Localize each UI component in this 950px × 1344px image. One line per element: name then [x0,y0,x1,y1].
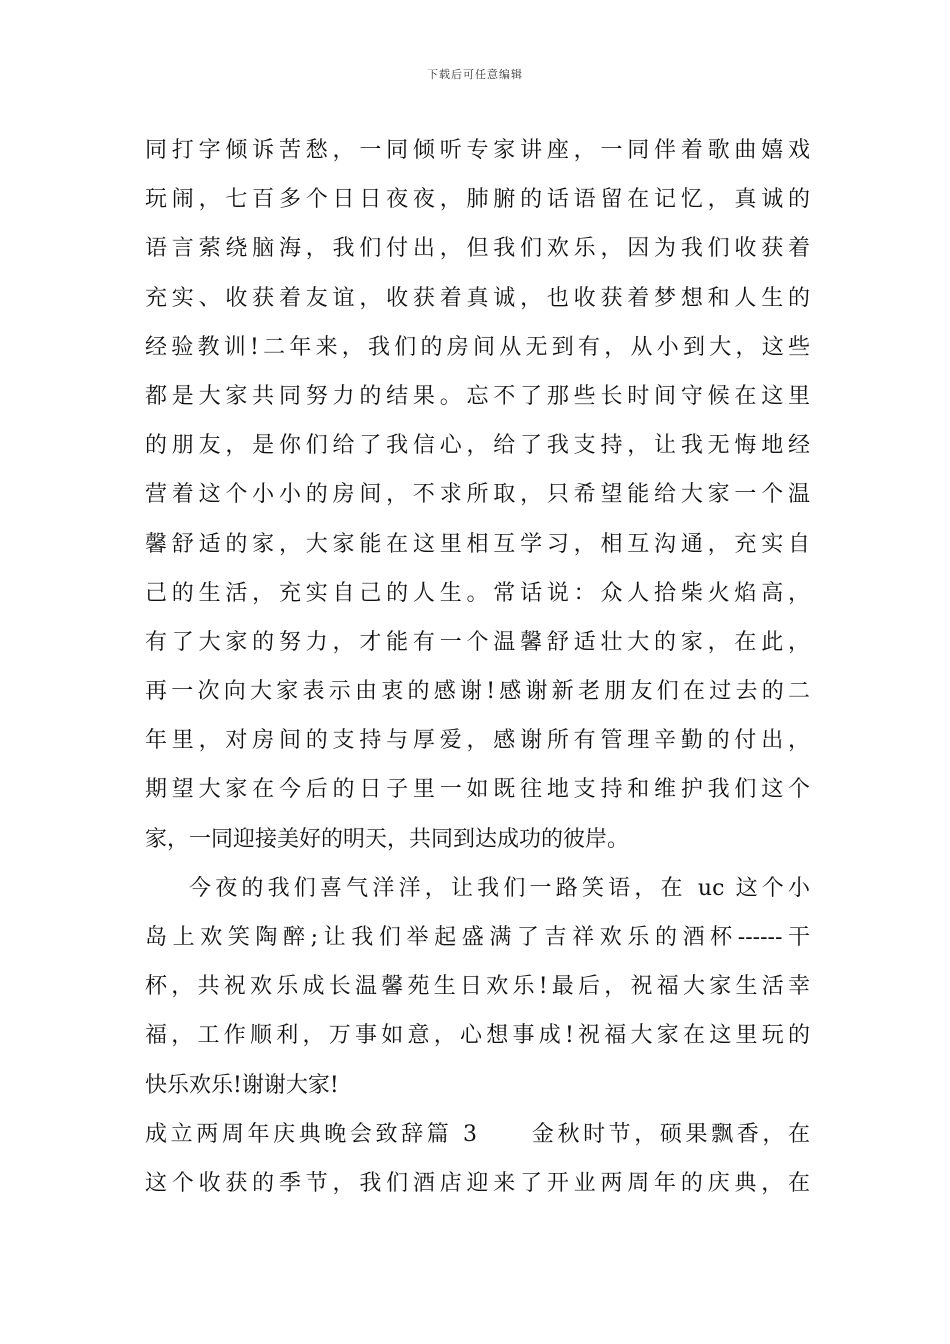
paragraph-line: 有了大家的努力，才能有一个温馨舒适壮大的家，在此， [145,629,810,655]
paragraph-line: 馨舒适的家，大家能在这里相互学习，相互沟通，充实自 [145,531,810,557]
paragraph-line: 营着这个小小的房间，不求所取，只希望能给大家一个温 [145,482,810,508]
paragraph-line: 语言萦绕脑海，我们付出，但我们欢乐，因为我们收获着 [145,236,810,262]
paragraph-line: 再一次向大家表示由衷的感谢!感谢新老朋友们在过去的二 [145,679,810,705]
paragraph-line: 这个收获的季节，我们酒店迎来了开业两周年的庆典，在 [145,1170,810,1196]
paragraph-line: 己的生活，充实自己的人生。常话说：众人拾柴火焰高， [145,580,810,606]
paragraph-line: 期望大家在今后的日子里一如既往地支持和维护我们这个 [145,777,810,803]
paragraph-line: 同打字倾诉苦愁，一同倾听专家讲座，一同伴着歌曲嬉戏 [145,138,810,163]
paragraph-line: 快乐欢乐!谢谢大家! [145,1072,339,1098]
paragraph-line: 家，一同迎接美好的明天，共同到达成功的彼岸。 [145,826,630,852]
paragraph-line: 年里，对房间的支持与厚爱，感谢所有管理辛勤的付出， [145,728,810,754]
paragraph-line: 充实、收获着友谊，收获着真诚，也收获着梦想和人生的 [145,285,810,311]
paragraph-line: 都是大家共同努力的结果。忘不了那些长时间守候在这里 [145,383,810,409]
paragraph-line: 经验教训!二年来，我们的房间从无到有，从小到大，这些 [145,334,810,360]
paragraph-line: 福，工作顺利，万事如意，心想事成!祝福大家在这里玩的 [145,1023,810,1049]
paragraph-line: 杯，共祝欢乐成长温馨苑生日欢乐!最后，祝福大家生活幸 [145,974,810,1000]
document-body [145,126,810,1208]
paragraph-line: 岛上欢笑陶醉;让我们举起盛满了吉祥欢乐的酒杯------干 [145,925,810,950]
paragraph-line: 的朋友，是你们给了我信心，给了我支持，让我无悔地经 [145,433,810,459]
paragraph-line: 今夜的我们喜气洋洋，让我们一路笑语，在 uc 这个小 [189,875,810,901]
paragraph-line: 玩闹，七百多个日日夜夜，肺腑的话语留在记忆，真诚的 [145,187,810,213]
page-header: 下载后可任意编辑 [427,68,523,81]
section-heading-line: 成立两周年庆典晚会致辞篇 3 金秋时节，硕果飘香，在 [145,1121,810,1147]
